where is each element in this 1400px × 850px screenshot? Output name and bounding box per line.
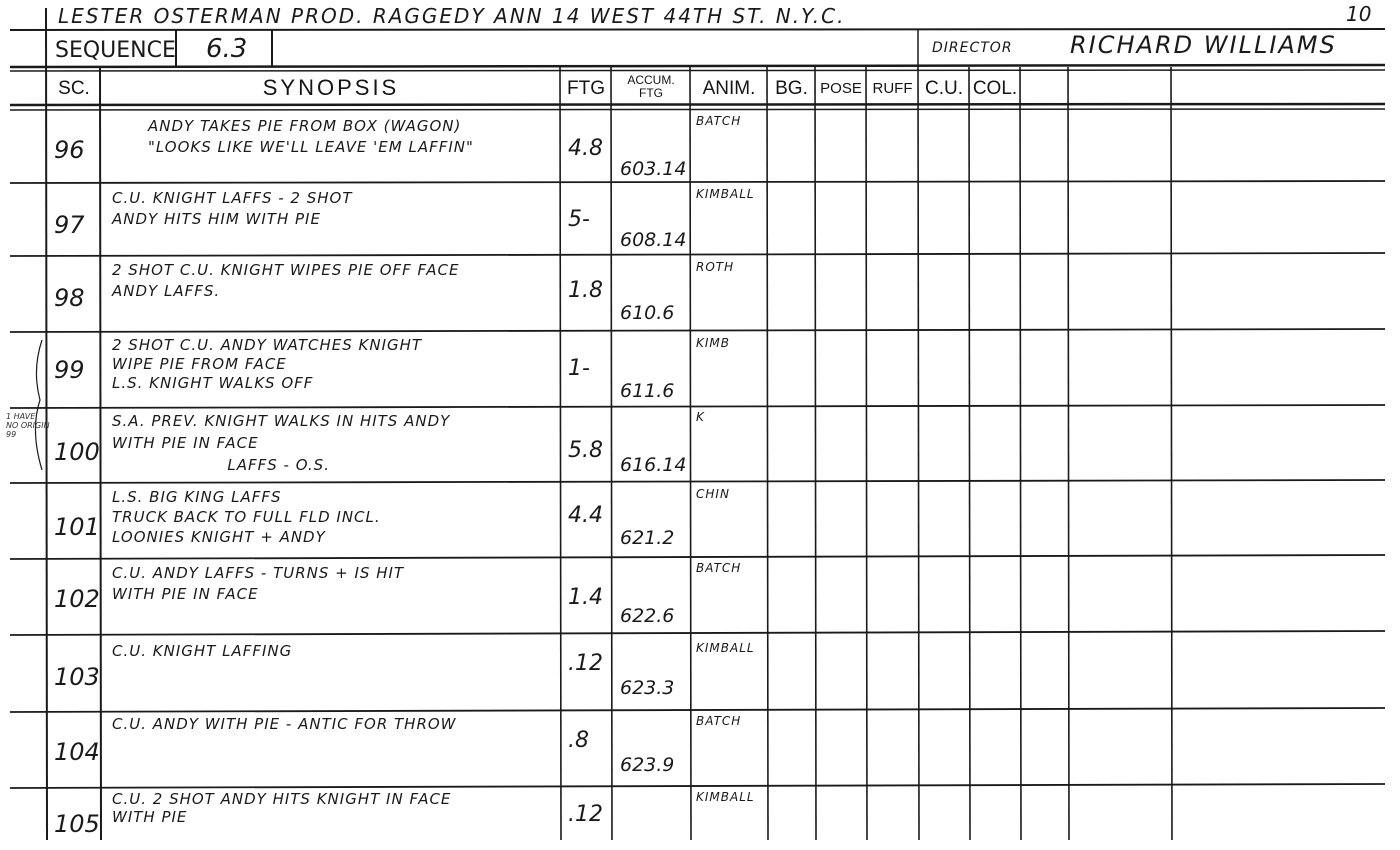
sequence-label: SEQUENCE bbox=[55, 38, 176, 63]
footage: 5.8 bbox=[568, 438, 603, 463]
animator: ROTH bbox=[696, 260, 735, 274]
synopsis-text: L.S. BIG KING LAFFS TRUCK BACK TO FULL FLD INCL. LOONIES KNIGHT + ANDY bbox=[112, 488, 381, 546]
scene-number: 101 bbox=[54, 513, 100, 541]
table-row bbox=[0, 408, 1400, 482]
animator: BATCH bbox=[696, 714, 742, 728]
synopsis-text: C.U. ANDY LAFFS - TURNS + IS HIT WITH PIE IN FACE bbox=[112, 564, 405, 603]
column-header-accum-ftg: ACCUM. FTG bbox=[627, 73, 675, 100]
animator: KIMBALL bbox=[696, 187, 755, 201]
accumulated-footage: 623.9 bbox=[620, 754, 675, 776]
column-header-ftg: FTG bbox=[567, 78, 605, 99]
sequence-number: 6.3 bbox=[206, 34, 248, 64]
accumulated-footage: 622.6 bbox=[620, 605, 675, 627]
synopsis-text: C.U. KNIGHT LAFFS - 2 SHOT ANDY HITS HIM WITH PIE bbox=[112, 189, 353, 228]
scene-number: 99 bbox=[54, 356, 85, 384]
page-number: 10 bbox=[1346, 2, 1372, 26]
table-row bbox=[0, 635, 1400, 710]
synopsis-text: C.U. KNIGHT LAFFING bbox=[112, 642, 293, 660]
column-header-sc: SC. bbox=[58, 78, 90, 99]
animator: BATCH bbox=[696, 114, 742, 128]
scene-number: 100 bbox=[54, 438, 100, 466]
scene-number: 98 bbox=[54, 284, 85, 312]
director-name: RICHARD WILLIAMS bbox=[1070, 31, 1337, 59]
footage: 1.4 bbox=[568, 585, 603, 610]
synopsis-text: 2 SHOT C.U. ANDY WATCHES KNIGHT WIPE PIE FROM FACE L.S. KNIGHT WALKS OFF bbox=[112, 336, 423, 392]
column-header-col: COL. bbox=[972, 78, 1018, 99]
table-row bbox=[0, 788, 1400, 844]
scene-number: 103 bbox=[54, 663, 100, 691]
table-row bbox=[0, 559, 1400, 633]
synopsis-text: C.U. 2 SHOT ANDY HITS KNIGHT IN FACE WITH PIE bbox=[112, 790, 452, 826]
column-header-synopsis: SYNOPSIS bbox=[262, 75, 400, 100]
accumulated-footage: 603.14 bbox=[620, 158, 687, 180]
scene-number: 105 bbox=[54, 810, 100, 838]
production-header: LESTER OSTERMAN PROD. RAGGEDY ANN 14 WEST 44TH ST. N.Y.C. bbox=[58, 4, 846, 28]
footage: .12 bbox=[568, 651, 603, 676]
footage: .12 bbox=[568, 802, 603, 827]
column-header-ruff: RUFF bbox=[872, 80, 913, 97]
scene-number: 97 bbox=[54, 211, 85, 239]
animator: KIMB bbox=[696, 336, 730, 350]
table-row bbox=[0, 183, 1400, 255]
footage: .8 bbox=[568, 728, 589, 753]
accumulated-footage: 610.6 bbox=[620, 302, 675, 324]
footage: 1.8 bbox=[568, 278, 603, 303]
table-row bbox=[0, 712, 1400, 786]
table-row bbox=[0, 332, 1400, 406]
accumulated-footage: 608.14 bbox=[620, 229, 687, 251]
accumulated-footage: 616.14 bbox=[620, 454, 687, 476]
animator: KIMBALL bbox=[696, 790, 755, 804]
column-header-pose: POSE bbox=[820, 80, 862, 97]
footage: 5- bbox=[568, 207, 590, 232]
column-header-cu: C.U. bbox=[925, 78, 963, 99]
animator: KIMBALL bbox=[696, 641, 755, 655]
synopsis-text: S.A. PREV. KNIGHT WALKS IN HITS ANDY WITH PIE IN FACE LAFFS - O.S. bbox=[112, 412, 451, 474]
accumulated-footage: 621.2 bbox=[620, 527, 675, 549]
column-header-bg: BG. bbox=[775, 78, 808, 99]
accumulated-footage: 611.6 bbox=[620, 380, 675, 402]
column-header-anim: ANIM. bbox=[702, 78, 756, 99]
synopsis-text: ANDY TAKES PIE FROM BOX (WAGON) "LOOKS LIKE WE'LL LEAVE 'EM LAFFIN" bbox=[148, 117, 474, 156]
animator: K bbox=[696, 410, 705, 424]
animator: BATCH bbox=[696, 561, 742, 575]
animator: CHIN bbox=[696, 487, 730, 501]
footage: 1- bbox=[568, 356, 590, 381]
accumulated-footage: 623.3 bbox=[620, 677, 675, 699]
synopsis-text: 2 SHOT C.U. KNIGHT WIPES PIE OFF FACE ANDY LAFFS. bbox=[112, 261, 460, 300]
scene-number: 96 bbox=[54, 136, 85, 164]
table-row bbox=[0, 483, 1400, 557]
synopsis-text: C.U. ANDY WITH PIE - ANTIC FOR THROW bbox=[112, 715, 457, 733]
scene-number: 104 bbox=[54, 738, 100, 766]
table-row bbox=[0, 110, 1400, 182]
table-row bbox=[0, 256, 1400, 330]
margin-note: 1 HAVE NO ORIGIN 99 bbox=[6, 412, 50, 439]
director-label: DIRECTOR bbox=[932, 40, 1013, 56]
scene-number: 102 bbox=[54, 585, 100, 613]
footage: 4.4 bbox=[568, 503, 603, 528]
footage: 4.8 bbox=[568, 136, 603, 161]
